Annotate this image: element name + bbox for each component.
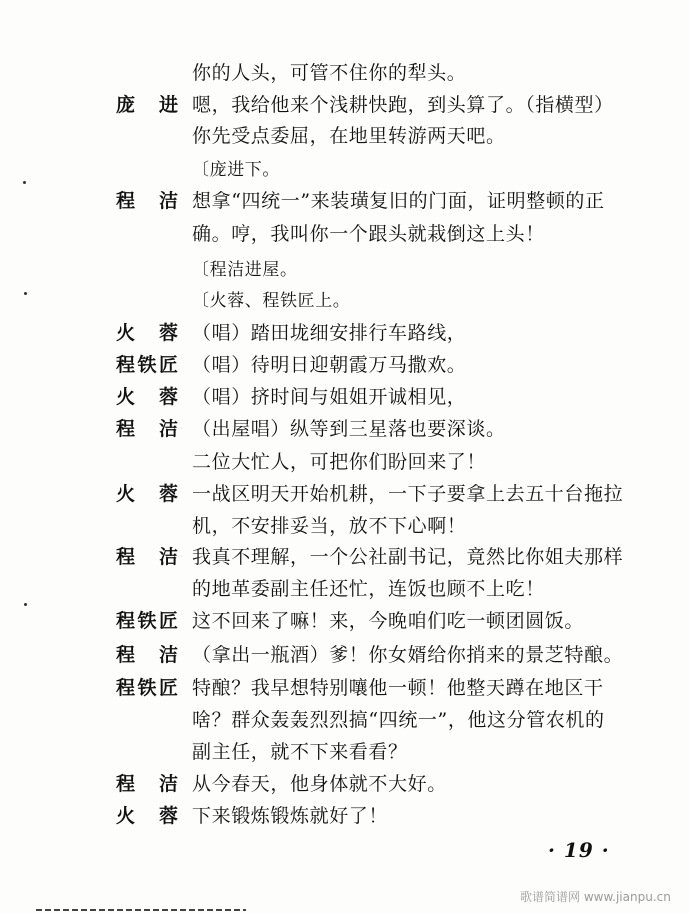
script-line bbox=[0, 414, 690, 444]
speaker-name: 程铁匠 bbox=[116, 610, 178, 632]
speaker-name: 火 蓉 bbox=[116, 483, 178, 505]
dialogue-text: 一战区明天开始机耕，一下子要拿上去五十台拖拉 bbox=[192, 483, 624, 505]
script-line bbox=[0, 58, 690, 88]
script-line bbox=[0, 350, 690, 380]
script-line bbox=[0, 186, 690, 216]
speaker-name: 程 洁 bbox=[116, 190, 178, 212]
script-line bbox=[0, 673, 690, 703]
script-line bbox=[0, 382, 690, 412]
script-line bbox=[0, 769, 690, 799]
dialogue-text: 你的人头，可管不住你的犁头。 bbox=[192, 62, 467, 84]
dialogue-text: （唱）待明日迎朝霞万马撒欢。 bbox=[192, 354, 467, 376]
speaker-name: 程 洁 bbox=[116, 418, 178, 440]
speaker-name: 程铁匠 bbox=[116, 677, 178, 699]
script-line bbox=[0, 606, 690, 636]
stage-direction: 〔庞进下。 bbox=[192, 160, 280, 180]
script-line bbox=[0, 447, 690, 477]
speaker-name: 火 蓉 bbox=[116, 805, 178, 827]
script-line bbox=[0, 640, 690, 670]
dialogue-text: 想拿“四统一”来装璜复旧的门面，证明整顿的正 bbox=[192, 190, 605, 212]
speaker-name: 程 洁 bbox=[116, 773, 178, 795]
dialogue-text: （出屋唱）纵等到三星落也要深谈。 bbox=[192, 418, 506, 440]
dialogue-text: 从今春天，他身体就不大好。 bbox=[192, 773, 447, 795]
script-line bbox=[0, 542, 690, 572]
scan-speck bbox=[24, 292, 27, 295]
speaker-name: 程 洁 bbox=[116, 546, 178, 568]
speaker-name: 庞 进 bbox=[116, 94, 178, 116]
dialogue-text: 你先受点委屈，在地里转游两天吧。 bbox=[192, 125, 506, 147]
dialogue-text: 我真不理解，一个公社副书记，竟然比你姐夫那样 bbox=[192, 546, 624, 568]
script-line bbox=[0, 121, 690, 151]
script-line bbox=[0, 318, 690, 348]
scan-speck bbox=[23, 181, 26, 184]
script-line bbox=[0, 255, 690, 285]
dialogue-text: 啥？群众轰轰烈烈搞“四统一”，他这分管农机的 bbox=[192, 709, 605, 731]
dialogue-text: （唱）踏田垅细安排行车路线， bbox=[192, 322, 467, 344]
stage-direction: 〔火蓉、程铁匠上。 bbox=[192, 291, 351, 311]
stage-direction: 〔程洁进屋。 bbox=[192, 260, 298, 280]
scan-speck bbox=[24, 603, 27, 606]
script-line bbox=[0, 219, 690, 249]
script-line bbox=[0, 90, 690, 120]
script-line bbox=[0, 574, 690, 604]
dialogue-text: 二位大忙人，可把你们盼回来了！ bbox=[192, 451, 487, 473]
speaker-name: 火 蓉 bbox=[116, 386, 178, 408]
speaker-name: 程铁匠 bbox=[116, 354, 178, 376]
script-line bbox=[0, 286, 690, 316]
scan-edge-rule bbox=[36, 909, 246, 911]
script-line bbox=[0, 801, 690, 831]
dialogue-text: 嗯，我给他来个浅耕快跑，到头算了。（指横型） bbox=[192, 94, 614, 116]
script-line bbox=[0, 705, 690, 735]
watermark: 歌谱简谱网 www.jianpu.cn bbox=[520, 890, 671, 904]
dialogue-text: （唱）挤时间与姐姐开诚相见， bbox=[192, 386, 467, 408]
speaker-name: 火 蓉 bbox=[116, 322, 178, 344]
dialogue-text: 下来锻炼锻炼就好了！ bbox=[192, 805, 389, 827]
script-line bbox=[0, 155, 690, 185]
dialogue-text: （拿出一瓶酒）爹！你女婿给你捎来的景芝特酿。 bbox=[192, 644, 624, 666]
dialogue-text: 这不回来了嘛！来，今晚咱们吃一顿团圆饭。 bbox=[192, 610, 585, 632]
script-line bbox=[0, 737, 690, 767]
speaker-name: 程 洁 bbox=[116, 644, 178, 666]
page-number: · 19 · bbox=[548, 838, 610, 862]
script-line bbox=[0, 511, 690, 541]
dialogue-text: 确。哼，我叫你一个跟头就栽倒这上头！ bbox=[192, 223, 545, 245]
dialogue-text: 的地革委副主任还忙，连饭也顾不上吃！ bbox=[192, 578, 545, 600]
dialogue-text: 特酿？我早想特别嚷他一顿！他整天蹲在地区干 bbox=[192, 677, 604, 699]
script-line bbox=[0, 479, 690, 509]
dialogue-text: 副主任，就不下来看看？ bbox=[192, 741, 408, 763]
dialogue-text: 机，不安排妥当，放不下心啊！ bbox=[192, 515, 467, 537]
